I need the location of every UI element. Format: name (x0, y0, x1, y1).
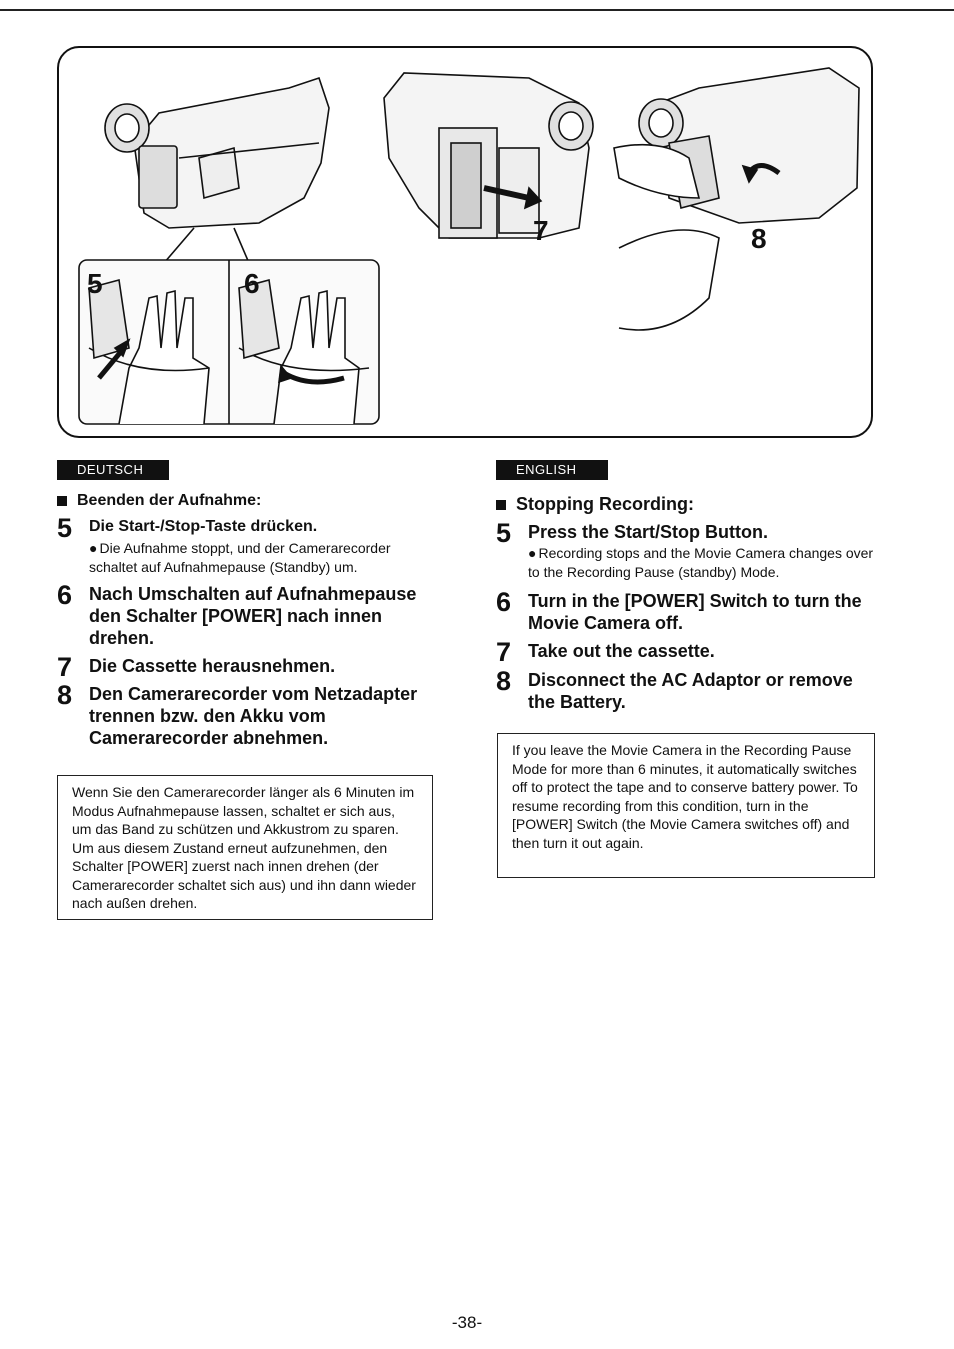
camcorder-illustration (59, 48, 873, 438)
step-number: 7 (57, 652, 73, 682)
section-heading-text: Beenden der Aufnahme: (77, 492, 262, 509)
info-box-english: If you leave the Movie Camera in the Recording Pause Mode for more than 6 minutes, it automatically switches off to protect the tape and to conserve battery power. To resume recording from this condition, turn in the [POWER] Switch (the Movie Camera switches off) and then turn it out again. (497, 733, 875, 878)
step-title: Die Start-/Stop-Taste drücken. (89, 518, 318, 535)
step-note-text: Die Aufnahme stoppt, und der Camerarecorder schaltet auf Aufnahmepause (Standby) um. (89, 540, 391, 575)
top-rule (0, 9, 954, 11)
step-note (89, 539, 437, 577)
figure-label-5: 5 (87, 268, 103, 299)
step-title: Die Cassette herausnehmen. (89, 656, 336, 676)
step-number: 5 (496, 518, 512, 548)
step-title: Press the Start/Stop Button. (528, 522, 769, 542)
step-title: Take out the cassette. (528, 641, 715, 661)
bullet-icon: ● (89, 540, 98, 556)
step-number: 7 (496, 637, 512, 667)
step-5 (57, 513, 437, 577)
camera-right-drawing (614, 68, 859, 330)
illustration-panel (57, 46, 873, 438)
step-number: 6 (496, 587, 512, 617)
info-box-deutsch: Wenn Sie den Camerarecorder länger als 6 Minuten im Modus Aufnahmepause lassen, schaltet er sich aus, um das Band zu schützen und Akkustrom zu sparen. Um aus diesem Zustand erneut aufzunehmen, den Schalter [POWER] zuerst nach innen drehen (der Camerarecorder schaltet sich aus) und ihn dann wieder nach außen drehen. (57, 775, 433, 920)
step-7 (57, 652, 437, 682)
figure-label-6: 6 (244, 268, 260, 299)
step-title: Den Camerarecorder vom Netzadapter trennen bzw. den Akku vom Camerarecorder abnehmen. (89, 684, 418, 748)
square-bullet-icon (496, 500, 506, 510)
language-tag-deutsch: DEUTSCH (57, 460, 169, 480)
step-8 (496, 666, 874, 713)
step-note (528, 544, 874, 582)
square-bullet-icon (57, 496, 67, 506)
step-6 (496, 587, 874, 634)
figure-label-8: 8 (751, 223, 767, 254)
step-7 (496, 637, 874, 667)
page-number: -38- (451, 1313, 483, 1332)
camera-middle-drawing (384, 73, 593, 238)
step-8 (57, 680, 437, 749)
step-number: 8 (496, 666, 512, 696)
section-heading (496, 494, 874, 515)
step-number: 6 (57, 580, 73, 610)
language-tag-english: ENGLISH (496, 460, 608, 480)
step-5 (496, 518, 874, 582)
deutsch-column (57, 492, 437, 751)
step-number: 5 (57, 513, 73, 543)
english-column (496, 494, 874, 715)
section-heading-text: Stopping Recording: (516, 494, 694, 514)
step-title: Nach Umschalten auf Aufnahmepause den Schalter [POWER] nach innen drehen. (89, 584, 417, 648)
step-6 (57, 580, 437, 649)
bullet-icon: ● (528, 545, 537, 561)
step-title: Disconnect the AC Adaptor or remove the Battery. (528, 670, 853, 712)
camera-left-drawing (105, 78, 329, 263)
step-title: Turn in the [POWER] Switch to turn the Movie Camera off. (528, 591, 862, 633)
step-note-text: Recording stops and the Movie Camera changes over to the Recording Pause (standby) Mode. (528, 545, 874, 580)
section-heading (57, 492, 437, 510)
figure-label-7: 7 (533, 215, 549, 246)
step-number: 8 (57, 680, 73, 710)
